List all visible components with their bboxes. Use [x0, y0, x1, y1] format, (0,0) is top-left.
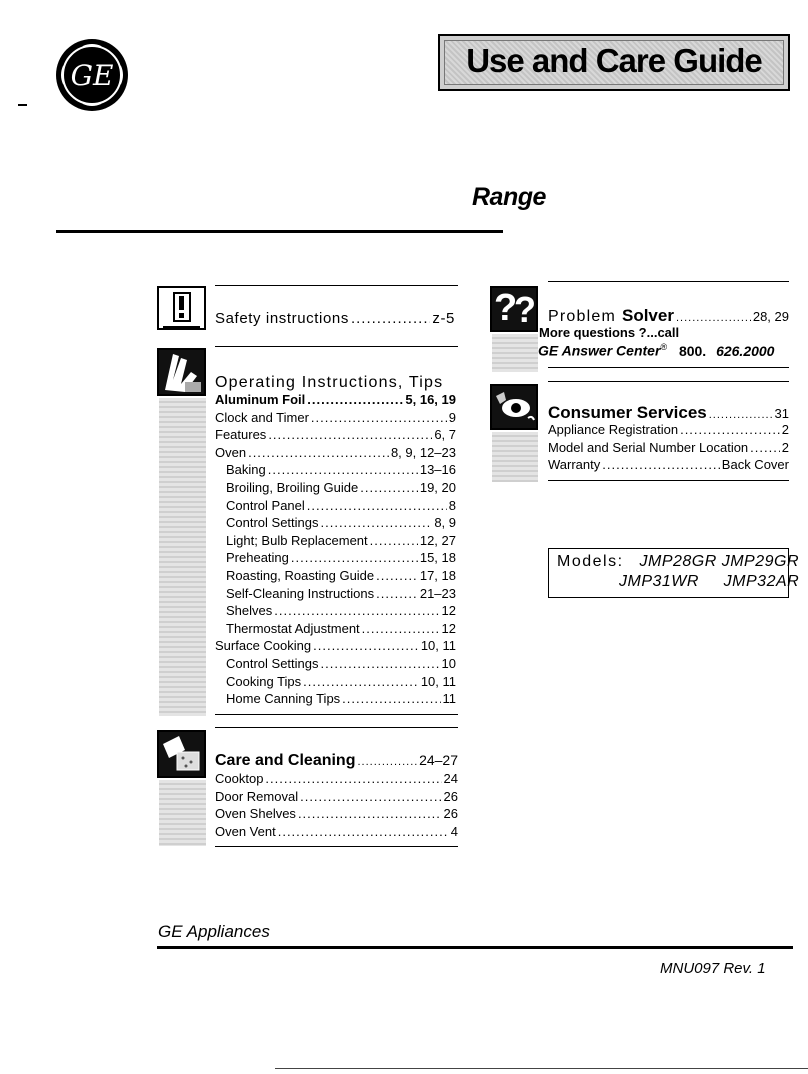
- hand-icon: [157, 348, 206, 396]
- toc-item[interactable]: Model and Serial Number Location ..... 2: [548, 439, 789, 457]
- scan-strip: [492, 334, 538, 372]
- toc-item[interactable]: Clock and Timer ..... 9: [215, 409, 456, 427]
- models-box: [548, 548, 800, 598]
- toc-label: Care and Cleaning: [215, 752, 356, 769]
- warning-icon: [157, 286, 206, 330]
- care-list: [215, 770, 458, 840]
- toc-subitem[interactable]: Baking ..... 13–16: [215, 461, 456, 479]
- toc-subitem[interactable]: Cooking Tips ..... 10, 11: [215, 673, 456, 691]
- more-questions: More questions ?...call: [539, 325, 680, 340]
- toc-pages: 28, 29: [752, 309, 789, 324]
- toc-subitem[interactable]: Roasting, Roasting Guide ..... 17, 18: [215, 567, 456, 585]
- answer-center-name: GE Answer Center: [538, 342, 661, 359]
- toc-item[interactable]: Cooktop ..... 24: [215, 770, 458, 788]
- toc-subitem[interactable]: Control Settings ..... 8, 9: [215, 514, 456, 532]
- toc-subitem[interactable]: Home Canning Tips ..... 11: [215, 690, 456, 708]
- phone-prefix: 800.: [678, 342, 707, 359]
- svg-text:GE: GE: [70, 59, 114, 92]
- scan-strip: [159, 780, 206, 846]
- models-line-2: JMP31WR JMP32AR: [619, 573, 800, 590]
- footer-brand: GE Appliances: [158, 922, 270, 941]
- divider: [215, 285, 458, 286]
- title-banner: [438, 34, 790, 91]
- phone-icon: [490, 384, 538, 430]
- divider: [548, 367, 789, 368]
- bottom-rule: [275, 1068, 808, 1069]
- divider: [548, 480, 789, 481]
- toc-pages: 24–27: [419, 752, 458, 768]
- toc-label-bold: Solver: [621, 306, 674, 325]
- phone-number[interactable]: 626.2000: [716, 342, 775, 359]
- toc-item[interactable]: Oven Vent ..... 4: [215, 823, 458, 841]
- toc-subitem[interactable]: Shelves ..... 12: [215, 602, 456, 620]
- operating-title: Operating Instructions, Tips: [215, 374, 444, 391]
- toc-label-light: Problem: [548, 308, 616, 325]
- toc-pages: z-5: [432, 310, 455, 327]
- scan-strip: [159, 398, 206, 716]
- sponge-icon: [157, 730, 206, 778]
- divider: [215, 714, 458, 715]
- toc-item[interactable]: Warranty ..... Back Cover: [548, 456, 789, 474]
- models-label: Models:: [557, 553, 624, 570]
- toc-pages: 31: [774, 406, 789, 421]
- divider: [548, 381, 789, 382]
- toc-subitem[interactable]: Self-Cleaning Instructions ..... 21–23: [215, 585, 456, 603]
- toc-item[interactable]: Oven Shelves ..... 26: [215, 805, 458, 823]
- guide-title: Use and Care Guide: [466, 42, 762, 79]
- divider: [215, 846, 458, 847]
- toc-subitem[interactable]: Broiling, Broiling Guide ..... 19, 20: [215, 479, 456, 497]
- models-line-1: JMP28GR JMP29GR: [639, 553, 800, 570]
- document-code: MNU097 Rev. 1: [660, 960, 766, 977]
- title-rule: [56, 230, 503, 233]
- divider: [215, 727, 458, 728]
- question-mark-icon: ? ?: [490, 286, 538, 332]
- operating-list: [215, 391, 456, 708]
- footer-rule: [157, 946, 793, 949]
- scan-strip: [492, 432, 538, 482]
- divider: [548, 281, 789, 282]
- toc-subitem[interactable]: Light; Bulb Replacement ..... 12, 27: [215, 532, 456, 550]
- product-title: Range: [472, 183, 546, 211]
- toc-label: Safety instructions: [215, 310, 349, 327]
- toc-care[interactable]: [215, 752, 458, 770]
- toc-subitem[interactable]: Thermostat Adjustment ..... 12: [215, 620, 456, 638]
- toc-subitem[interactable]: Control Settings ..... 10: [215, 655, 456, 673]
- toc-subitem[interactable]: Preheating ..... 15, 18: [215, 549, 456, 567]
- toc-label: Consumer Services: [548, 403, 707, 422]
- divider: [215, 346, 458, 347]
- toc-item[interactable]: Appliance Registration ..... 2: [548, 421, 789, 439]
- toc-problem-solver[interactable]: [548, 306, 789, 326]
- toc-consumer-services[interactable]: [548, 403, 789, 423]
- consumer-list: [548, 421, 789, 474]
- toc-item[interactable]: Aluminum Foil ..... 5, 16, 19: [215, 391, 456, 409]
- toc-safety[interactable]: [215, 310, 455, 327]
- toc-item[interactable]: Features ..... 6, 7: [215, 426, 456, 444]
- answer-center-line: GE Answer Center® 800. 626.2000: [538, 342, 775, 359]
- ge-logo: [55, 38, 129, 112]
- toc-item[interactable]: Door Removal ..... 26: [215, 788, 458, 806]
- margin-mark: [18, 104, 27, 106]
- toc-item[interactable]: Oven ..... 8, 9, 12–23: [215, 444, 456, 462]
- toc-item[interactable]: Surface Cooking ..... 10, 11: [215, 637, 456, 655]
- toc-subitem[interactable]: Control Panel ..... 8: [215, 497, 456, 515]
